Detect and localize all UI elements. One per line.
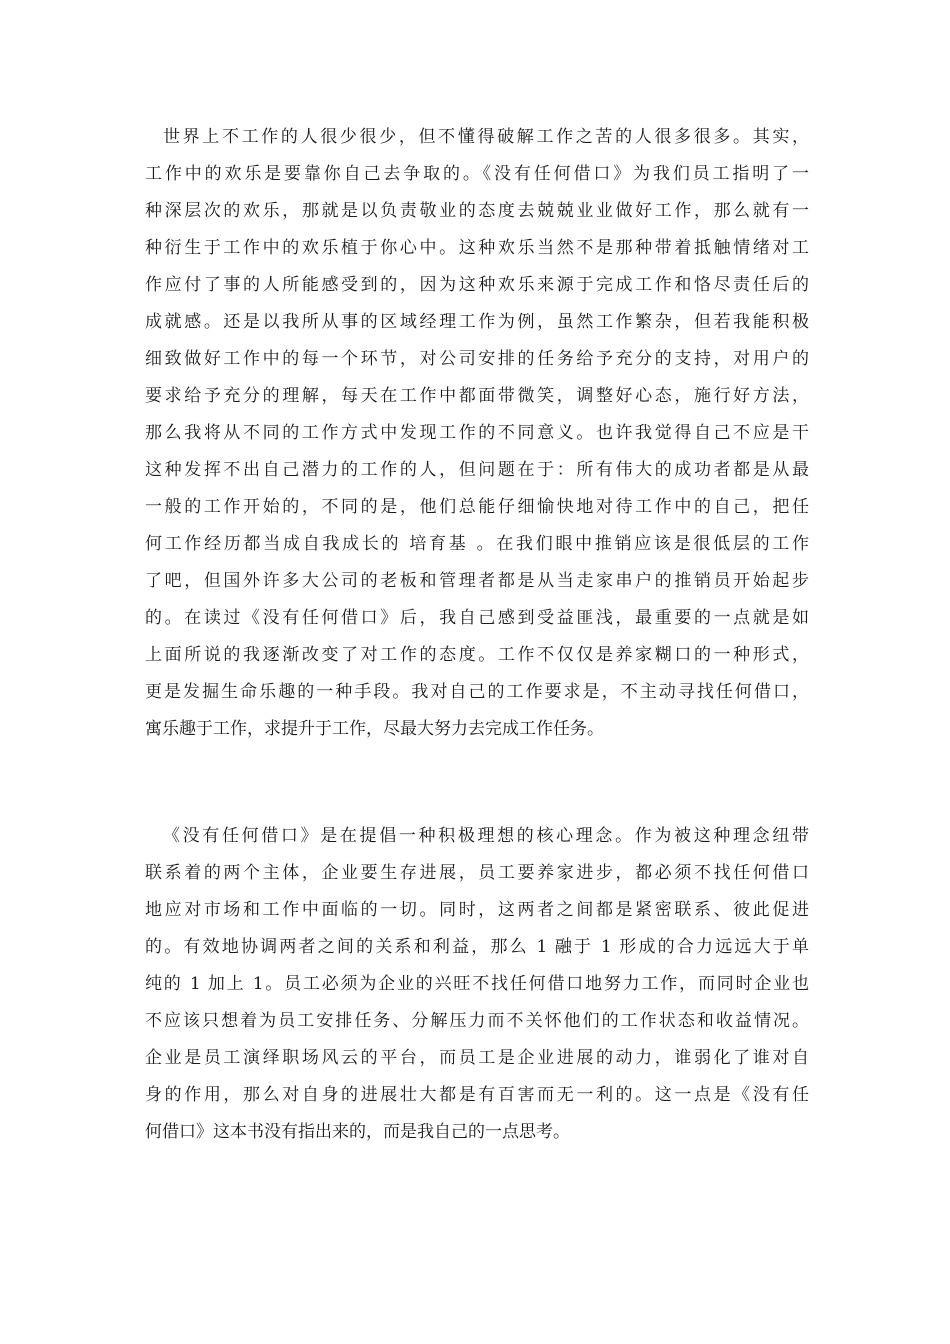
text-line: 联系着的两个主体，企业要生存进展，员工要养家进步，都必须不找任何借口 (145, 863, 809, 883)
text-line: 一般的工作开始的，不同的是，他们总能仔细愉快地对待工作中的自己，把任 (145, 497, 809, 517)
text-line: 何借口》这本书没有指出来的，而是我自己的一点思考。 (145, 1122, 570, 1142)
paragraph-1 (145, 119, 809, 748)
text-line: 的。有效地协调两者之间的关系和利益，那么 1 融于 1 形成的合力远远大于单 (145, 937, 809, 957)
text-line: 世界上不工作的人很少很少，但不懂得破解工作之苦的人很多很多。其实， (163, 127, 809, 147)
text-line: 更是发掘生命乐趣的一种手段。我对自己的工作要求是，不主动寻找任何借口， (145, 682, 809, 702)
text-line: 的。在读过《没有任何借口》后，我自己感到受益匪浅，最重要的一点就是如 (145, 608, 809, 628)
text-line: 成就感。还是以我所从事的区域经理工作为例，虽然工作繁杂，但若我能积极 (145, 312, 809, 332)
text-line: 纯的 1 加上 1。员工必须为企业的兴旺不找任何借口地努力工作，而同时企业也 (145, 974, 809, 994)
text-line: 这种发挥不出自己潜力的工作的人，但问题在于：所有伟大的成功者都是从最 (145, 460, 809, 480)
text-line: 《没有任何借口》是在提倡一种积极理想的核心理念。作为被这种理念纽带 (163, 826, 809, 846)
text-line: 作应付了事的人所能感受到的，因为这种欢乐来源于完成工作和恪尽责任后的 (145, 275, 809, 295)
text-line: 细致做好工作中的每一个环节，对公司安排的任务给予充分的支持，对用户的 (145, 349, 809, 369)
text-line: 要求给予充分的理解，每天在工作中都面带微笑，调整好心态，施行好方法， (145, 386, 809, 406)
text-line: 企业是员工演绎职场风云的平台，而员工是企业进展的动力，谁弱化了谁对自 (145, 1048, 809, 1068)
text-line: 种深层次的欢乐，那就是以负责敬业的态度去兢兢业业做好工作，那么就有一 (145, 201, 809, 221)
text-line: 那么我将从不同的工作方式中发现工作的不同意义。也许我觉得自己不应是干 (145, 423, 809, 443)
text-line: 地应对市场和工作中面临的一切。同时，这两者之间都是紧密联系、彼此促进 (145, 900, 809, 920)
text-line: 不应该只想着为员工安排任务、分解压力而不关怀他们的工作状态和收益情况。 (145, 1011, 809, 1031)
text-line: 上面所说的我逐渐改变了对工作的态度。工作不仅仅是养家糊口的一种形式， (145, 645, 809, 665)
paragraph-2 (145, 818, 809, 1151)
text-line: 工作中的欢乐是要靠你自己去争取的。《没有任何借口》为我们员工指明了一 (145, 164, 809, 184)
text-line: 身的作用，那么对自身的进展壮大都是有百害而无一利的。这一点是《没有任 (145, 1085, 809, 1105)
text-line: 寓乐趣于工作，求提升于工作，尽最大努力去完成工作任务。 (145, 719, 604, 739)
text-line: 了吧，但国外许多大公司的老板和管理者都是从当走家串户的推销员开始起步 (145, 571, 809, 591)
text-line: 何工作经历都当成自我成长的 培育基 。在我们眼中推销应该是很低层的工作 (145, 534, 809, 554)
text-line: 种衍生于工作中的欢乐植于你心中。这种欢乐当然不是那种带着抵触情绪对工 (145, 238, 809, 258)
